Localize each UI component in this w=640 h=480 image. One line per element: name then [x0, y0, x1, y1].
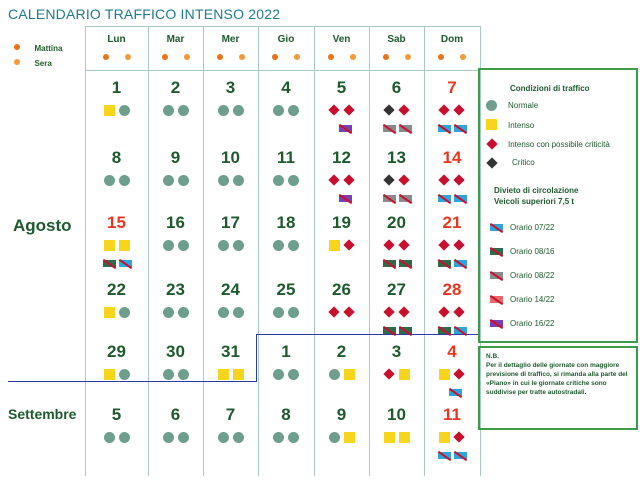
normal-marker-icon	[119, 105, 130, 116]
normal-marker-icon	[233, 240, 244, 251]
intense-marker-icon	[439, 369, 450, 380]
truck-ban-icon	[438, 258, 451, 269]
sun-evening-icon	[235, 53, 249, 61]
legend-critical: Critico	[512, 158, 535, 167]
day-number: 20	[387, 213, 406, 232]
truck-ban-icon	[339, 123, 352, 134]
sun-evening-icon	[10, 58, 24, 66]
truck-ban-icon	[490, 270, 503, 281]
month-september: Settembre	[8, 406, 77, 422]
intense-critical-marker-icon	[383, 368, 394, 379]
day-number: 31	[221, 342, 240, 361]
normal-marker-icon	[218, 307, 229, 318]
day-number: 7	[447, 78, 457, 97]
normal-marker-icon	[163, 175, 174, 186]
day-header-dom: Dom	[440, 34, 464, 45]
intense-marker-icon	[384, 432, 395, 443]
day-number: 11	[277, 148, 295, 167]
day-number: 11	[443, 405, 461, 424]
normal-marker-icon	[163, 432, 174, 443]
sun-evening-icon	[180, 53, 194, 61]
day-number: 1	[281, 342, 291, 361]
legend-ban-title-2: Veicoli superiori 7,5 t	[494, 197, 575, 206]
sun-morning-icon	[324, 53, 338, 61]
intense-critical-marker-icon	[398, 174, 409, 185]
day-number: 3	[225, 78, 236, 97]
normal-marker-icon	[288, 175, 299, 186]
truck-ban-icon	[383, 123, 396, 134]
intense-critical-marker-icon	[438, 239, 449, 250]
truck-ban-icon	[490, 318, 503, 329]
day-number: 9	[336, 405, 347, 424]
day-header-mer: Mer	[221, 34, 240, 45]
normal-marker-icon	[163, 369, 174, 380]
intense-critical-marker-icon	[328, 174, 339, 185]
truck-ban-icon	[438, 193, 451, 204]
intense-marker-icon	[439, 432, 450, 443]
day-header-ven: Ven	[332, 34, 351, 45]
intense-marker-icon	[104, 307, 115, 318]
intense-critical-marker-icon	[343, 239, 354, 250]
day-number: 18	[276, 213, 296, 232]
critical-marker-icon	[486, 157, 497, 168]
truck-ban-icon	[383, 193, 396, 204]
day-number: 21	[442, 213, 462, 232]
truck-ban-icon	[449, 387, 462, 398]
truck-ban-icon	[454, 325, 467, 336]
sun-morning-icon	[10, 43, 24, 51]
grid-column-line	[258, 26, 259, 476]
sun-morning-icon	[158, 53, 172, 61]
truck-ban-icon	[454, 450, 467, 461]
ban-legend-label: Orario 08/16	[510, 247, 555, 256]
grid-header-bottom-line	[85, 70, 480, 71]
intense-marker-icon	[233, 369, 244, 380]
note-label: N.B.	[486, 353, 499, 360]
normal-marker-icon	[178, 175, 189, 186]
normal-marker-icon	[104, 175, 115, 186]
sun-evening-icon	[346, 53, 360, 61]
day-number: 9	[170, 148, 181, 167]
day-number: 15	[107, 213, 126, 232]
intense-critical-marker-icon	[453, 239, 464, 250]
intense-marker-icon	[218, 369, 229, 380]
day-number: 14	[442, 148, 462, 167]
day-number: 23	[166, 280, 185, 299]
truck-ban-icon	[490, 246, 503, 257]
normal-marker-icon	[233, 105, 244, 116]
legend-evening	[10, 53, 52, 71]
intense-critical-marker-icon	[438, 104, 449, 115]
grid-column-line	[148, 26, 149, 476]
month-divider	[256, 334, 257, 382]
day-number: 24	[221, 280, 240, 299]
truck-ban-icon	[454, 258, 467, 269]
normal-marker-icon	[273, 369, 284, 380]
normal-marker-icon	[233, 307, 244, 318]
day-number: 29	[107, 342, 126, 361]
day-number: 2	[170, 78, 181, 97]
day-number: 5	[111, 405, 122, 424]
month-august: Agosto	[13, 216, 72, 235]
sun-evening-icon	[456, 53, 470, 61]
truck-ban-icon	[454, 193, 467, 204]
legend-conditions-title: Condizioni di traffico	[510, 84, 590, 93]
intense-critical-marker-icon	[453, 104, 464, 115]
ban-legend-label: Orario 08/22	[510, 271, 555, 280]
truck-ban-icon	[383, 258, 396, 269]
day-number: 8	[111, 148, 122, 167]
intense-marker-icon	[104, 369, 115, 380]
intense-critical-marker-icon	[398, 104, 409, 115]
normal-marker-icon	[178, 432, 189, 443]
normal-marker-icon	[233, 432, 244, 443]
normal-marker-icon	[273, 240, 284, 251]
intense-critical-marker-icon	[383, 239, 394, 250]
ban-legend-label: Orario 14/22	[510, 295, 555, 304]
normal-marker-icon	[273, 307, 284, 318]
note-text	[486, 352, 632, 397]
truck-ban-icon	[103, 258, 116, 269]
day-number: 27	[387, 280, 406, 299]
legend-normal: Normale	[508, 101, 539, 110]
normal-marker-icon	[218, 432, 229, 443]
intense-critical-marker-icon	[486, 138, 497, 149]
normal-marker-icon	[178, 105, 189, 116]
normal-marker-icon	[218, 105, 229, 116]
normal-marker-icon	[288, 105, 299, 116]
day-number: 8	[281, 405, 291, 424]
intense-critical-marker-icon	[328, 306, 339, 317]
sun-evening-icon	[121, 53, 135, 61]
day-number: 2	[336, 342, 347, 361]
normal-marker-icon	[119, 175, 130, 186]
note-body: Per il dettaglio delle giornate con maggiore previsione di traffico, si rimanda alla parte del «Piano» in cui le giornate critiche sono suddivise per tratte autostradali.	[486, 362, 628, 396]
intense-critical-marker-icon	[438, 306, 449, 317]
month-divider	[8, 381, 256, 382]
intense-critical-marker-icon	[398, 306, 409, 317]
normal-marker-icon	[329, 369, 340, 380]
intense-marker-icon	[104, 240, 115, 251]
legend-intense: Intenso	[508, 121, 535, 130]
truck-ban-icon	[438, 325, 451, 336]
day-number: 5	[336, 78, 347, 97]
normal-marker-icon	[288, 432, 299, 443]
truck-ban-icon	[399, 325, 412, 336]
intense-critical-marker-icon	[398, 239, 409, 250]
intense-marker-icon	[329, 240, 340, 251]
normal-marker-icon	[163, 240, 174, 251]
day-number: 3	[391, 342, 402, 361]
grid-column-line	[85, 26, 86, 476]
intense-marker-icon	[344, 432, 355, 443]
grid-header-line	[85, 26, 480, 27]
truck-ban-icon	[399, 193, 412, 204]
intense-critical-marker-icon	[438, 174, 449, 185]
truck-ban-icon	[490, 222, 503, 233]
grid-column-line	[203, 26, 204, 476]
note-box	[478, 346, 638, 430]
day-number: 12	[332, 148, 351, 167]
sun-morning-icon	[213, 53, 227, 61]
intense-critical-marker-icon	[343, 306, 354, 317]
day-number: 13	[387, 148, 406, 167]
normal-marker-icon	[233, 175, 244, 186]
intense-critical-marker-icon	[453, 368, 464, 379]
normal-marker-icon	[288, 369, 299, 380]
page-title: CALENDARIO TRAFFICO INTENSO 2022	[8, 6, 281, 22]
day-number: 16	[166, 213, 185, 232]
critical-marker-icon	[383, 104, 394, 115]
legend-morning-label: Mattina	[34, 44, 63, 53]
intense-marker-icon	[104, 105, 115, 116]
normal-marker-icon	[218, 240, 229, 251]
intense-marker-icon	[344, 369, 355, 380]
truck-ban-icon	[490, 294, 503, 305]
normal-marker-icon	[288, 307, 299, 318]
day-number: 19	[332, 213, 351, 232]
day-number: 4	[281, 78, 291, 97]
normal-marker-icon	[104, 432, 115, 443]
day-header-lun: Lun	[107, 34, 126, 45]
critical-marker-icon	[383, 174, 394, 185]
truck-ban-icon	[399, 123, 412, 134]
sun-morning-icon	[268, 53, 282, 61]
intense-critical-marker-icon	[453, 306, 464, 317]
grid-column-line	[369, 26, 370, 476]
normal-marker-icon	[329, 432, 340, 443]
legend-intense-critical: Intenso con possibile criticità	[508, 140, 610, 149]
intense-marker-icon	[399, 432, 410, 443]
normal-marker-icon	[178, 240, 189, 251]
truck-ban-icon	[119, 258, 132, 269]
intense-marker-icon	[486, 119, 497, 130]
day-number: 10	[221, 148, 240, 167]
day-number: 10	[387, 405, 406, 424]
truck-ban-icon	[438, 450, 451, 461]
normal-marker-icon	[486, 100, 497, 111]
legend-evening-label: Sera	[34, 59, 52, 68]
day-number: 7	[225, 405, 236, 424]
day-header-gio: Gio	[277, 34, 295, 45]
normal-marker-icon	[119, 369, 130, 380]
sun-morning-icon	[379, 53, 393, 61]
normal-marker-icon	[273, 105, 284, 116]
intense-critical-marker-icon	[328, 104, 339, 115]
day-number: 4	[447, 342, 457, 361]
truck-ban-icon	[399, 258, 412, 269]
sun-evening-icon	[401, 53, 415, 61]
truck-ban-icon	[438, 123, 451, 134]
day-number: 22	[107, 280, 126, 299]
legend-ban-title-1: Divieto di circolazione	[494, 186, 579, 195]
day-number: 30	[166, 342, 185, 361]
normal-marker-icon	[178, 307, 189, 318]
intense-critical-marker-icon	[383, 306, 394, 317]
day-number: 1	[111, 78, 122, 97]
intense-marker-icon	[399, 369, 410, 380]
day-number: 25	[276, 280, 296, 299]
normal-marker-icon	[178, 369, 189, 380]
normal-marker-icon	[163, 105, 174, 116]
day-number: 17	[221, 213, 240, 232]
sun-evening-icon	[290, 53, 304, 61]
normal-marker-icon	[119, 307, 130, 318]
sun-morning-icon	[434, 53, 448, 61]
normal-marker-icon	[163, 307, 174, 318]
truck-ban-icon	[339, 193, 352, 204]
day-header-sab: Sab	[387, 34, 406, 45]
intense-critical-marker-icon	[343, 174, 354, 185]
day-header-mar: Mar	[166, 34, 185, 45]
day-number: 6	[170, 405, 181, 424]
normal-marker-icon	[273, 175, 284, 186]
grid-column-line	[424, 26, 425, 476]
day-number: 6	[391, 78, 402, 97]
intense-critical-marker-icon	[453, 174, 464, 185]
sun-morning-icon	[99, 53, 113, 61]
normal-marker-icon	[288, 240, 299, 251]
normal-marker-icon	[273, 432, 284, 443]
intense-critical-marker-icon	[453, 431, 464, 442]
normal-marker-icon	[218, 175, 229, 186]
ban-legend-label: Orario 16/22	[510, 319, 555, 328]
grid-column-line	[314, 26, 315, 476]
intense-critical-marker-icon	[343, 104, 354, 115]
ban-legend-label: Orario 07/22	[510, 223, 555, 232]
truck-ban-icon	[383, 325, 396, 336]
day-number: 26	[332, 280, 351, 299]
normal-marker-icon	[119, 432, 130, 443]
intense-marker-icon	[119, 240, 130, 251]
traffic-legend-box	[478, 68, 638, 343]
truck-ban-icon	[454, 123, 467, 134]
day-number: 28	[442, 280, 462, 299]
